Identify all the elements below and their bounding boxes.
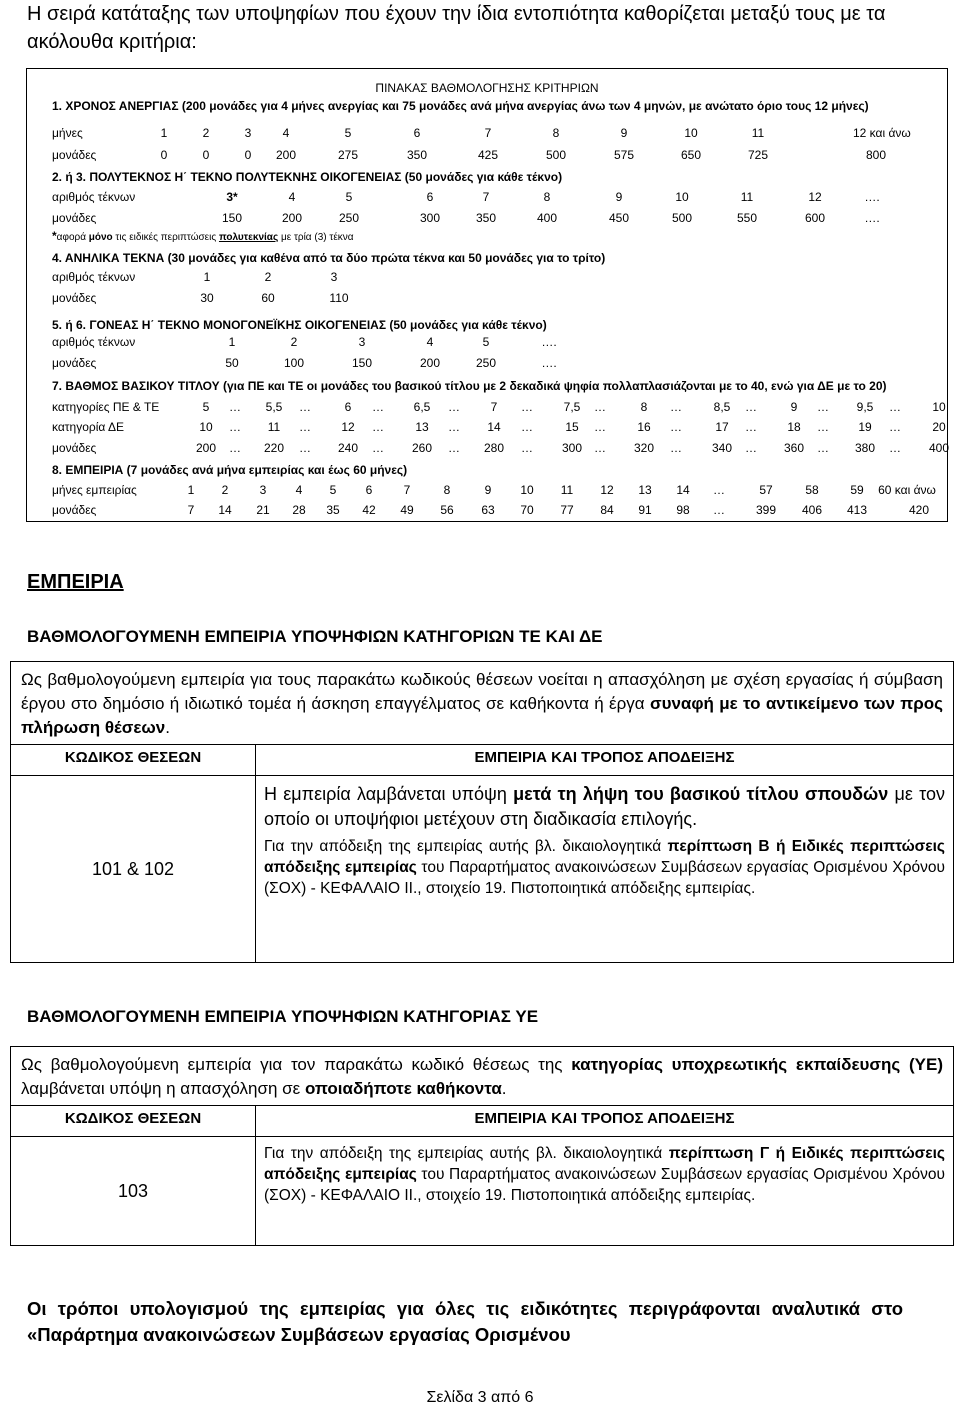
s8-row2-value: 406: [801, 503, 823, 517]
s5-row2-value: 150: [351, 356, 373, 370]
s7-row1-label: κατηγορίες ΠΕ & ΤΕ: [52, 400, 160, 414]
s7-row1-value: 8,5: [713, 400, 731, 414]
s7-row2-value: 11: [267, 420, 281, 434]
te-de-d1c: με τον οποίο οι υποψήφιοι μετέχουν στη διαδικασία επιλογής.: [264, 784, 946, 829]
s7-row3-value: …: [229, 441, 241, 455]
s7-row1-value: 6,5: [413, 400, 431, 414]
s8-row1-value: 10: [520, 483, 534, 497]
footnote-part-c: τις ειδικές περιπτώσεις: [112, 232, 219, 243]
s2-row1-label: αριθμός τέκνων: [52, 190, 136, 204]
s7-row1-value: …: [448, 400, 460, 414]
te-de-d1a: Η εμπειρία λαμβάνεται υπόψη: [264, 784, 514, 804]
s1-row2-value: 0: [160, 148, 168, 162]
s7-row1-value: …: [594, 400, 606, 414]
s7-row2-value: 19: [858, 420, 872, 434]
s7-row2-value: …: [521, 420, 533, 434]
s7-row1-value: …: [521, 400, 533, 414]
s5-row1-value: 2: [290, 335, 298, 349]
s7-row2-value: …: [372, 420, 384, 434]
s7-row3-value: 400: [928, 441, 950, 455]
s4-row2-value: 110: [329, 291, 349, 305]
s2-row1-value: 11: [740, 190, 754, 204]
intro-text: Η σειρά κατάταξης των υποψηφίων που έχουν την ίδια εντοπιότητα καθορίζεται μεταξύ τους με τα ακόλουθα κριτήρια:: [27, 3, 886, 53]
te-de-paragraph: [11, 662, 954, 745]
s1-row1-value: 1: [160, 126, 168, 140]
s7-row3-value: 380: [854, 441, 876, 455]
s8-row2-value: 49: [400, 503, 414, 517]
s7-row3-value: 240: [337, 441, 359, 455]
s8-row2-value: 91: [638, 503, 652, 517]
s7-row2-value: …: [889, 420, 901, 434]
s1-row1-value: 12 και άνω: [853, 126, 911, 140]
s8-row2-value: 63: [481, 503, 495, 517]
s2-row2-value: 450: [608, 211, 630, 225]
s2-row2-value: 600: [804, 211, 826, 225]
s7-row2-value: 12: [341, 420, 355, 434]
te-de-heading: ΒΑΘΜΟΛΟΓΟΥΜΕΝΗ ΕΜΠΕΙΡΙΑ ΥΠΟΨΗΦΙΩΝ ΚΑΤΗΓΟΡΙΩΝ ΤΕ ΚΑΙ ΔΕ: [27, 627, 603, 646]
s2-row1-value: 9: [615, 190, 623, 204]
s1-row1-value: 3: [244, 126, 252, 140]
page-number: Σελίδα 3 από 6: [426, 1389, 534, 1406]
s8-row1-value: 1: [187, 483, 195, 497]
s4-row1-value: 1: [203, 270, 211, 284]
s7-row2-value: …: [745, 420, 757, 434]
s8-row2-value: 21: [256, 503, 270, 517]
footnote-part-d: πολυτεκνίας: [218, 232, 279, 243]
s2-row1-value: 3*: [226, 190, 238, 204]
ye-para-a: Ως βαθμολογούμενη εμπειρία για τον παρακάτω κωδικό θέσεως της: [21, 1055, 572, 1074]
s8-row1-value: 13: [638, 483, 652, 497]
s7-row1-value: …: [817, 400, 829, 414]
s1-row1-value: 9: [620, 126, 628, 140]
s8-row1-value: 4: [295, 483, 303, 497]
te-de-d2a: Για την απόδειξη της εμπειρίας αυτής βλ. δικαιολογητικά: [264, 838, 668, 855]
s7-row3-value: …: [670, 441, 682, 455]
s5-row1-value: 3: [358, 335, 366, 349]
ye-para-e: .: [501, 1079, 507, 1098]
s7-row3-value: 300: [561, 441, 583, 455]
s1-row2-value: 800: [865, 148, 887, 162]
s8-row2-value: 28: [292, 503, 306, 517]
s7-row3-value: 360: [783, 441, 805, 455]
s7-row1-value: 6: [344, 400, 352, 414]
s7-row2-value: 10: [199, 420, 213, 434]
s8-row2-value: 420: [908, 503, 930, 517]
s2-row2-value: 150: [221, 211, 243, 225]
s8-row1-value: …: [713, 483, 725, 497]
s7-row3-value: 280: [483, 441, 505, 455]
s8-row2-value: …: [713, 503, 725, 517]
s8-row1-value: 11: [560, 483, 574, 497]
s4-row1-value: 2: [264, 270, 272, 284]
s1-row1-value: 7: [484, 126, 492, 140]
scoring-criteria-box: [26, 68, 948, 522]
s7-row1-value: 10: [932, 400, 946, 414]
te-de-desc-2: [264, 836, 945, 899]
s8-row1-value: 12: [600, 483, 614, 497]
s8-row1-value: 2: [221, 483, 229, 497]
s1-row2-value: 350: [406, 148, 428, 162]
s8-row2-value: 84: [600, 503, 614, 517]
s5-row2-label: μονάδες: [52, 356, 97, 370]
ye-para-d: οποιαδήποτε καθήκοντα: [304, 1079, 502, 1098]
s8-row2-value: 42: [362, 503, 376, 517]
closing-paragraph: Οι τρόποι υπολογισμού της εμπειρίας για όλες τις ειδικότητες περιγράφονται αναλυτικά στο «Παράρτημα ανακοινώσεων Συμβάσεων εργασίας Ορισμένου: [27, 1298, 903, 1345]
s1-row2-value: 650: [680, 148, 702, 162]
s8-row2-value: 70: [520, 503, 534, 517]
section-7-title: 7. ΒΑΘΜΟΣ ΒΑΣΙΚΟΥ ΤΙΤΛΟΥ (για ΠΕ και ΤΕ οι μονάδες του βασικού τίτλου με 2 δεκαδικά ψηφία πολλαπλασιάζονται με το 40, ενώ για ΔΕ με το 20): [52, 379, 887, 393]
te-de-desc-1: [264, 782, 945, 832]
s2-row1-value: 5: [345, 190, 353, 204]
ye-desc: [264, 1143, 945, 1206]
ye-para-c: λαμβάνεται υπόψη η απασχόληση σε: [21, 1079, 305, 1098]
s1-row2-value: 0: [202, 148, 210, 162]
s1-row2-label: μονάδες: [52, 148, 97, 162]
s1-row1-value: 11: [751, 126, 765, 140]
s1-row2-value: 500: [545, 148, 567, 162]
s8-row1-label: μήνες εμπειρίας: [52, 483, 137, 497]
ye-d2b: περίπτωση Γ ή Ειδικές περιπτώσεις απόδειξης εμπειρίας: [264, 1145, 945, 1183]
experience-heading: ΕΜΠΕΙΡΙΑ: [27, 571, 124, 593]
s7-row1-value: 9: [790, 400, 798, 414]
s1-row2-value: 200: [275, 148, 297, 162]
te-de-para-b: συναφή με το αντικείμενο των προς πλήρωση θέσεων: [21, 694, 943, 737]
s7-row3-value: …: [448, 441, 460, 455]
s5-row1-value: ….: [541, 335, 557, 349]
s2-row2-value: 300: [419, 211, 441, 225]
s7-row3-value: 340: [711, 441, 733, 455]
te-de-para-a: Ως βαθμολογούμενη εμπειρία για τους παρακάτω κωδικούς θέσεων νοείται η απασχόληση με σχέση εργασίας ή σύμβαση έργου στο δημόσιο ή ιδιωτικό τομέα ή άσκηση επαγγέλματος σε καθήκοντα ή έργα: [21, 670, 943, 713]
s7-row2-value: …: [670, 420, 682, 434]
s7-row3-label: μονάδες: [52, 441, 97, 455]
section-1-title: 1. ΧΡΟΝΟΣ ΑΝΕΡΓΙΑΣ (200 μονάδες για 4 μήνες ανεργίας και 75 μονάδες ανά μήνα ανεργίας άνω των 4 μηνών, με ανώτατο όριο τους 12 μήνες): [52, 99, 869, 113]
ye-para-b: κατηγορίας υποχρεωτικής εκπαίδευσης (ΥΕ): [571, 1055, 944, 1074]
te-de-experience-table: [10, 661, 954, 963]
s1-row1-value: 2: [202, 126, 210, 140]
s1-row2-value: 725: [747, 148, 769, 162]
footnote-part-b: μόνο: [88, 232, 113, 243]
s7-row1-value: …: [229, 400, 241, 414]
ye-paragraph: [11, 1047, 954, 1106]
s7-row3-value: …: [745, 441, 757, 455]
s8-row2-value: 399: [755, 503, 777, 517]
section-5-title: 5. ή 6. ΓΟΝΕΑΣ Η΄ ΤΕΚΝΟ ΜΟΝΟΓΟΝΕΪΚΗΣ ΟΙΚΟΓΕΝΕΙΑΣ (50 μονάδες για κάθε τέκνο): [52, 318, 547, 332]
s7-row1-value: …: [299, 400, 311, 414]
s2-row1-value: 8: [543, 190, 551, 204]
ye-experience-table: [10, 1046, 954, 1246]
s1-row1-label: μήνες: [52, 126, 83, 140]
s1-row1-value: 10: [684, 126, 698, 140]
te-de-col-exp-header: ΕΜΠΕΙΡΙΑ ΚΑΙ ΤΡΟΠΟΣ ΑΠΟΔΕΙΞΗΣ: [256, 745, 954, 776]
ye-code-cell: 103: [11, 1137, 256, 1246]
s2-row1-value: 7: [482, 190, 490, 204]
s2-row2-value: 250: [338, 211, 360, 225]
s8-row1-value: 60 και άνω: [878, 483, 936, 497]
s2-row2-value: 350: [475, 211, 497, 225]
s4-row2-value: 30: [200, 291, 214, 305]
s1-row2-value: 0: [244, 148, 252, 162]
s7-row1-value: 7: [490, 400, 498, 414]
s8-row1-value: 59: [850, 483, 864, 497]
s5-row1-value: 4: [426, 335, 434, 349]
s7-row1-value: …: [745, 400, 757, 414]
s8-row1-value: 14: [676, 483, 690, 497]
s5-row1-value: 5: [482, 335, 490, 349]
s2-row2-value: ….: [864, 211, 880, 225]
te-de-d2c: του Παραρτήματος ανακοινώσεων Συμβάσεων εργασίας Ορισμένου Χρόνου (ΣΟΧ) - ΚΕΦΑΛΑΙΟ ΙΙ., στοιχείο 19. Πιστοποιητικά απόδειξης εμπειρίας.: [264, 859, 945, 897]
s7-row2-value: …: [299, 420, 311, 434]
s2-row1-value: 4: [288, 190, 296, 204]
section-2-title: 2. ή 3. ΠΟΛΥΤΕΚΝΟΣ Η΄ ΤΕΚΝΟ ΠΟΛΥΤΕΚΝΗΣ ΟΙΚΟΓΕΝΕΙΑΣ (50 μονάδες για κάθε τέκνο): [52, 170, 563, 184]
s4-row1-label: αριθμός τέκνων: [52, 270, 136, 284]
s5-row2-value: 200: [419, 356, 441, 370]
te-de-col-code-header: ΚΩΔΙΚΟΣ ΘΕΣΕΩΝ: [11, 745, 256, 776]
s4-row1-value: 3: [330, 270, 338, 284]
s1-row1-value: 4: [282, 126, 290, 140]
s7-row2-value: 18: [787, 420, 801, 434]
s8-row1-value: 5: [329, 483, 337, 497]
s7-row2-value: 15: [565, 420, 579, 434]
s1-row1-value: 8: [552, 126, 560, 140]
s7-row2-value: …: [229, 420, 241, 434]
s7-row2-value: 13: [415, 420, 429, 434]
s5-row2-value: 50: [225, 356, 239, 370]
s7-row2-value: 17: [715, 420, 729, 434]
s7-row3-value: …: [521, 441, 533, 455]
ye-d2c: του Παραρτήματος ανακοινώσεων Συμβάσεων εργασίας Ορισμένου Χρόνου (ΣΟΧ) - ΚΕΦΑΛΑΙΟ ΙΙ., στοιχείο 19. Πιστοποιητικά απόδειξης εμπειρίας.: [264, 1166, 945, 1204]
s8-row2-value: 413: [846, 503, 868, 517]
s8-row1-value: 9: [484, 483, 492, 497]
s7-row3-value: 200: [195, 441, 217, 455]
s2-row1-value: 10: [675, 190, 689, 204]
s8-row1-value: 3: [259, 483, 267, 497]
s2-row2-value: 500: [671, 211, 693, 225]
s7-row1-value: …: [670, 400, 682, 414]
s7-row3-value: …: [299, 441, 311, 455]
s8-row2-value: 98: [676, 503, 690, 517]
s7-row1-value: …: [889, 400, 901, 414]
s8-row1-value: 57: [759, 483, 773, 497]
s7-row2-value: …: [594, 420, 606, 434]
s7-row1-value: 5: [202, 400, 210, 414]
s2-row2-label: μονάδες: [52, 211, 97, 225]
te-de-code-cell: 101 & 102: [11, 776, 256, 963]
ye-col-code-header: ΚΩΔΙΚΟΣ ΘΕΣΕΩΝ: [11, 1106, 256, 1137]
te-de-d1b: μετά τη λήψη του βασικού τίτλου σπουδών: [513, 784, 889, 804]
s8-row2-value: 35: [326, 503, 340, 517]
s8-row2-value: 56: [440, 503, 454, 517]
s2-row2-value: 200: [281, 211, 303, 225]
te-de-d2b: περίπτωση Β ή Ειδικές περιπτώσεις απόδειξης εμπειρίας: [264, 838, 945, 876]
s7-row1-value: 9,5: [856, 400, 874, 414]
s7-row1-value: 7,5: [563, 400, 581, 414]
footnote-part-e: με τρία (3) τέκνα: [278, 232, 354, 243]
s8-row2-value: 7: [187, 503, 195, 517]
s5-row2-value: 250: [475, 356, 497, 370]
s7-row2-value: 16: [637, 420, 651, 434]
s8-row1-value: 8: [443, 483, 451, 497]
s5-row2-value: ….: [541, 356, 557, 370]
s8-row2-value: 14: [218, 503, 232, 517]
s7-row3-value: …: [372, 441, 384, 455]
footnote-star: *: [52, 229, 57, 243]
s2-row1-value: ….: [864, 190, 880, 204]
s7-row2-value: …: [817, 420, 829, 434]
s2-footnote: [52, 229, 354, 243]
s7-row3-value: …: [594, 441, 606, 455]
section-4-title: 4. ΑΝΗΛΙΚΑ ΤΕΚΝΑ (30 μονάδες για καθένα από τα δύο πρώτα τέκνα και 50 μονάδες για το τρίτο): [52, 251, 606, 265]
s7-row1-value: …: [372, 400, 384, 414]
s5-row1-label: αριθμός τέκνων: [52, 335, 136, 349]
te-de-description-cell: [256, 776, 954, 963]
s7-row3-value: …: [817, 441, 829, 455]
ye-d2a: Για την απόδειξη της εμπειρίας αυτής βλ. δικαιολογητικά: [264, 1145, 669, 1162]
s8-row1-value: 6: [365, 483, 373, 497]
s7-row3-value: 220: [263, 441, 285, 455]
s1-row1-value: 5: [344, 126, 352, 140]
ye-col-exp-header: ΕΜΠΕΙΡΙΑ ΚΑΙ ΤΡΟΠΟΣ ΑΠΟΔΕΙΞΗΣ: [256, 1106, 954, 1137]
s8-row1-value: 58: [805, 483, 819, 497]
s1-row2-value: 425: [477, 148, 499, 162]
s7-row1-value: 5,5: [265, 400, 283, 414]
s2-row1-value: 6: [426, 190, 434, 204]
s8-row1-value: 7: [403, 483, 411, 497]
s1-row1-value: 6: [413, 126, 421, 140]
footnote-part-a: αφορά: [56, 232, 89, 243]
s7-row3-value: 320: [633, 441, 655, 455]
s7-row1-value: 8: [640, 400, 648, 414]
s7-row2-value: 20: [932, 420, 946, 434]
s4-row2-label: μονάδες: [52, 291, 97, 305]
s1-row2-value: 575: [613, 148, 635, 162]
s8-row2-value: 77: [560, 503, 574, 517]
section-8-title: 8. ΕΜΠΕΙΡΙΑ (7 μονάδες ανά μήνα εμπειρίας και έως 60 μήνες): [52, 463, 408, 477]
s1-row2-value: 275: [337, 148, 359, 162]
ye-heading: ΒΑΘΜΟΛΟΓΟΥΜΕΝΗ ΕΜΠΕΙΡΙΑ ΥΠΟΨΗΦΙΩΝ ΚΑΤΗΓΟΡΙΑΣ ΥΕ: [27, 1007, 539, 1026]
s2-row2-value: 400: [536, 211, 558, 225]
s4-row2-value: 60: [261, 291, 275, 305]
ye-description-cell: [256, 1137, 954, 1246]
s8-row2-label: μονάδες: [52, 503, 97, 517]
s5-row1-value: 1: [228, 335, 236, 349]
s2-row1-value: 12: [808, 190, 822, 204]
s7-row2-value: 14: [487, 420, 501, 434]
s7-row2-value: …: [448, 420, 460, 434]
te-de-para-c: .: [165, 718, 170, 737]
s7-row3-value: 260: [411, 441, 433, 455]
s7-row2-label: κατηγορία ΔΕ: [52, 420, 124, 434]
s7-row3-value: …: [889, 441, 901, 455]
s5-row2-value: 100: [283, 356, 305, 370]
scoring-table-title: ΠΙΝΑΚΑΣ ΒΑΘΜΟΛΟΓΗΣΗΣ ΚΡΙΤΗΡΙΩΝ: [375, 81, 599, 95]
s2-row2-value: 550: [736, 211, 758, 225]
